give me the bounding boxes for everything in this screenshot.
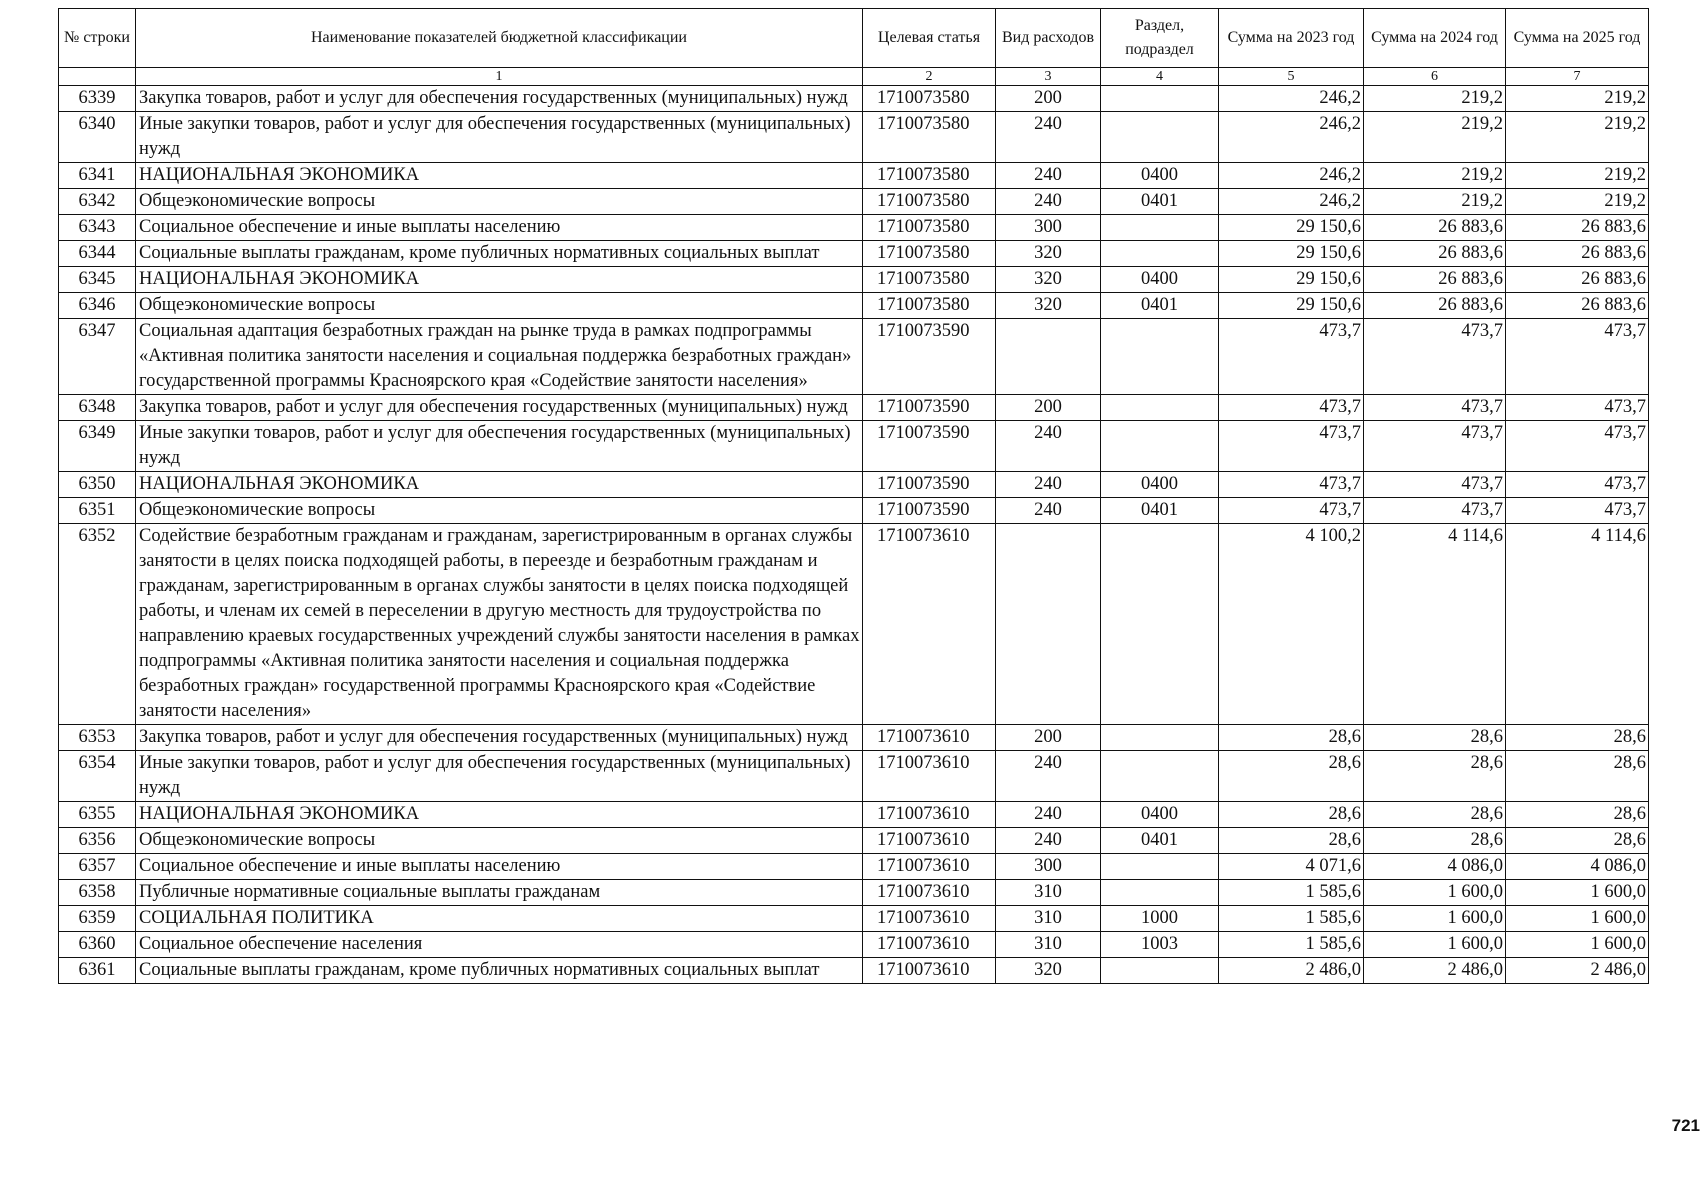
row-section	[1101, 958, 1219, 984]
row-name: СОЦИАЛЬНАЯ ПОЛИТИКА	[136, 906, 863, 932]
column-number: 2	[863, 68, 996, 86]
row-expense-type: 240	[996, 472, 1101, 498]
row-target-code: 1710073580	[863, 293, 996, 319]
row-sum-2023: 28,6	[1219, 751, 1364, 802]
row-number: 6348	[59, 395, 136, 421]
row-sum-2024: 1 600,0	[1364, 880, 1506, 906]
budget-table	[58, 8, 1649, 984]
row-sum-2024: 28,6	[1364, 828, 1506, 854]
row-name: Закупка товаров, работ и услуг для обеспечения государственных (муниципальных) нужд	[136, 395, 863, 421]
row-sum-2024: 219,2	[1364, 86, 1506, 112]
table-row	[59, 498, 1649, 524]
row-sum-2025: 4 086,0	[1506, 854, 1649, 880]
row-sum-2023: 246,2	[1219, 189, 1364, 215]
row-sum-2024: 473,7	[1364, 498, 1506, 524]
row-expense-type: 240	[996, 802, 1101, 828]
row-sum-2023: 473,7	[1219, 395, 1364, 421]
row-sum-2024: 26 883,6	[1364, 215, 1506, 241]
row-sum-2025: 26 883,6	[1506, 215, 1649, 241]
row-sum-2025: 2 486,0	[1506, 958, 1649, 984]
row-sum-2023: 28,6	[1219, 725, 1364, 751]
row-sum-2023: 473,7	[1219, 498, 1364, 524]
column-number: 6	[1364, 68, 1506, 86]
row-target-code: 1710073610	[863, 751, 996, 802]
row-section: 1000	[1101, 906, 1219, 932]
row-number: 6359	[59, 906, 136, 932]
row-name: Иные закупки товаров, работ и услуг для обеспечения государственных (муниципальных) нужд	[136, 112, 863, 163]
row-sum-2025: 473,7	[1506, 319, 1649, 395]
row-sum-2023: 28,6	[1219, 828, 1364, 854]
row-section	[1101, 241, 1219, 267]
row-section	[1101, 319, 1219, 395]
table-row	[59, 725, 1649, 751]
row-sum-2024: 219,2	[1364, 112, 1506, 163]
row-sum-2024: 26 883,6	[1364, 267, 1506, 293]
row-number: 6346	[59, 293, 136, 319]
column-number-row	[59, 68, 1649, 86]
row-sum-2023: 473,7	[1219, 421, 1364, 472]
row-number: 6342	[59, 189, 136, 215]
table-row	[59, 524, 1649, 725]
header-sum-2025: Сумма на 2025 год	[1506, 9, 1649, 68]
row-sum-2025: 4 114,6	[1506, 524, 1649, 725]
row-number: 6340	[59, 112, 136, 163]
row-name: Социальная адаптация безработных граждан на рынке труда в рамках подпрограммы «Активная политика занятости населения и социальная поддержка безработных граждан» государственной программы Красноярского края «Содействие занятости населения»	[136, 319, 863, 395]
row-target-code: 1710073610	[863, 854, 996, 880]
row-name: Иные закупки товаров, работ и услуг для обеспечения государственных (муниципальных) нужд	[136, 751, 863, 802]
row-number: 6352	[59, 524, 136, 725]
row-target-code: 1710073610	[863, 932, 996, 958]
row-sum-2023: 4 071,6	[1219, 854, 1364, 880]
row-target-code: 1710073580	[863, 163, 996, 189]
row-target-code: 1710073580	[863, 215, 996, 241]
column-number: 4	[1101, 68, 1219, 86]
header-name: Наименование показателей бюджетной классификации	[136, 9, 863, 68]
column-number: 1	[136, 68, 863, 86]
row-target-code: 1710073590	[863, 319, 996, 395]
row-sum-2024: 473,7	[1364, 319, 1506, 395]
table-row	[59, 906, 1649, 932]
row-section	[1101, 395, 1219, 421]
row-sum-2025: 473,7	[1506, 498, 1649, 524]
row-name: НАЦИОНАЛЬНАЯ ЭКОНОМИКА	[136, 472, 863, 498]
row-sum-2025: 219,2	[1506, 86, 1649, 112]
row-target-code: 1710073610	[863, 906, 996, 932]
row-name: Содействие безработным гражданам и гражданам, зарегистрированным в органах службы занятости в целях поиска подходящей работы, в переезде и безработным гражданам и гражданам, зарегистрированным в органах службы занятости в целях поиска подходящей работы, и членам их семей в переселении в другую местность для трудоустройства по направлению краевых государственных учреждений службы занятости населения в рамках подпрограммы «Активная политика занятости населения и социальная поддержка безработных граждан» государственной программы Красноярского края «Содействие занятости населения»	[136, 524, 863, 725]
row-sum-2024: 26 883,6	[1364, 293, 1506, 319]
row-number: 6350	[59, 472, 136, 498]
row-sum-2025: 473,7	[1506, 421, 1649, 472]
column-number: 7	[1506, 68, 1649, 86]
table-row	[59, 880, 1649, 906]
table-row	[59, 932, 1649, 958]
row-name: Социальные выплаты гражданам, кроме публичных нормативных социальных выплат	[136, 241, 863, 267]
row-expense-type	[996, 524, 1101, 725]
table-row	[59, 472, 1649, 498]
row-target-code: 1710073580	[863, 189, 996, 215]
header-row-no: № строки	[59, 9, 136, 68]
row-sum-2023: 1 585,6	[1219, 906, 1364, 932]
row-sum-2024: 28,6	[1364, 751, 1506, 802]
row-sum-2024: 219,2	[1364, 163, 1506, 189]
row-name: Общеэкономические вопросы	[136, 293, 863, 319]
row-sum-2023: 29 150,6	[1219, 267, 1364, 293]
row-name: Социальное обеспечение и иные выплаты населению	[136, 854, 863, 880]
row-expense-type: 200	[996, 86, 1101, 112]
row-section: 0400	[1101, 802, 1219, 828]
row-section: 0400	[1101, 163, 1219, 189]
row-sum-2024: 2 486,0	[1364, 958, 1506, 984]
row-sum-2025: 28,6	[1506, 828, 1649, 854]
row-sum-2025: 28,6	[1506, 802, 1649, 828]
row-expense-type: 320	[996, 958, 1101, 984]
header-target: Целевая статья	[863, 9, 996, 68]
header-row	[59, 9, 1649, 68]
row-expense-type: 320	[996, 267, 1101, 293]
row-number: 6351	[59, 498, 136, 524]
row-target-code: 1710073610	[863, 828, 996, 854]
row-expense-type: 200	[996, 395, 1101, 421]
row-expense-type: 310	[996, 932, 1101, 958]
row-number: 6353	[59, 725, 136, 751]
row-name: НАЦИОНАЛЬНАЯ ЭКОНОМИКА	[136, 163, 863, 189]
row-name: Закупка товаров, работ и услуг для обеспечения государственных (муниципальных) нужд	[136, 86, 863, 112]
row-expense-type: 310	[996, 906, 1101, 932]
table-row	[59, 421, 1649, 472]
row-section: 1003	[1101, 932, 1219, 958]
row-sum-2024: 4 114,6	[1364, 524, 1506, 725]
row-sum-2025: 219,2	[1506, 163, 1649, 189]
row-sum-2023: 29 150,6	[1219, 241, 1364, 267]
row-sum-2024: 28,6	[1364, 725, 1506, 751]
row-sum-2023: 1 585,6	[1219, 932, 1364, 958]
row-target-code: 1710073580	[863, 241, 996, 267]
row-section	[1101, 524, 1219, 725]
row-target-code: 1710073590	[863, 395, 996, 421]
header-razdel: Раздел, подраздел	[1101, 9, 1219, 68]
row-number: 6343	[59, 215, 136, 241]
row-sum-2024: 219,2	[1364, 189, 1506, 215]
row-number: 6349	[59, 421, 136, 472]
row-sum-2023: 246,2	[1219, 112, 1364, 163]
row-sum-2025: 219,2	[1506, 112, 1649, 163]
row-number: 6354	[59, 751, 136, 802]
table-row	[59, 267, 1649, 293]
row-number: 6360	[59, 932, 136, 958]
row-expense-type: 240	[996, 751, 1101, 802]
row-number: 6361	[59, 958, 136, 984]
row-target-code: 1710073610	[863, 802, 996, 828]
row-section	[1101, 751, 1219, 802]
row-target-code: 1710073580	[863, 267, 996, 293]
table-row	[59, 395, 1649, 421]
table-row	[59, 112, 1649, 163]
row-target-code: 1710073610	[863, 880, 996, 906]
row-expense-type: 240	[996, 828, 1101, 854]
table-row	[59, 163, 1649, 189]
row-sum-2023: 2 486,0	[1219, 958, 1364, 984]
row-expense-type: 200	[996, 725, 1101, 751]
row-expense-type	[996, 319, 1101, 395]
row-sum-2025: 26 883,6	[1506, 293, 1649, 319]
row-name: Иные закупки товаров, работ и услуг для обеспечения государственных (муниципальных) нужд	[136, 421, 863, 472]
row-expense-type: 320	[996, 293, 1101, 319]
row-name: Общеэкономические вопросы	[136, 498, 863, 524]
row-sum-2025: 28,6	[1506, 751, 1649, 802]
row-target-code: 1710073580	[863, 112, 996, 163]
row-sum-2024: 1 600,0	[1364, 932, 1506, 958]
row-sum-2023: 29 150,6	[1219, 293, 1364, 319]
row-sum-2025: 26 883,6	[1506, 267, 1649, 293]
row-section	[1101, 86, 1219, 112]
table-row	[59, 293, 1649, 319]
table-row	[59, 319, 1649, 395]
row-expense-type: 300	[996, 215, 1101, 241]
row-target-code: 1710073590	[863, 421, 996, 472]
table-row	[59, 828, 1649, 854]
header-vid: Вид расходов	[996, 9, 1101, 68]
row-expense-type: 240	[996, 421, 1101, 472]
row-target-code: 1710073580	[863, 86, 996, 112]
row-sum-2025: 1 600,0	[1506, 880, 1649, 906]
row-section	[1101, 725, 1219, 751]
row-expense-type: 300	[996, 854, 1101, 880]
row-section: 0401	[1101, 293, 1219, 319]
row-section	[1101, 215, 1219, 241]
row-expense-type: 240	[996, 112, 1101, 163]
row-sum-2025: 219,2	[1506, 189, 1649, 215]
row-name: Публичные нормативные социальные выплаты гражданам	[136, 880, 863, 906]
header-sum-2023: Сумма на 2023 год	[1219, 9, 1364, 68]
row-section	[1101, 421, 1219, 472]
row-target-code: 1710073610	[863, 524, 996, 725]
budget-table-sheet	[58, 8, 1649, 984]
row-sum-2023: 28,6	[1219, 802, 1364, 828]
row-sum-2024: 473,7	[1364, 395, 1506, 421]
table-row	[59, 751, 1649, 802]
row-sum-2025: 1 600,0	[1506, 906, 1649, 932]
row-section: 0400	[1101, 472, 1219, 498]
table-row	[59, 802, 1649, 828]
row-expense-type: 240	[996, 189, 1101, 215]
row-name: Закупка товаров, работ и услуг для обеспечения государственных (муниципальных) нужд	[136, 725, 863, 751]
row-sum-2023: 473,7	[1219, 472, 1364, 498]
row-section: 0401	[1101, 189, 1219, 215]
table-body	[59, 86, 1649, 984]
row-name: Социальное обеспечение населения	[136, 932, 863, 958]
column-number: 3	[996, 68, 1101, 86]
row-sum-2024: 473,7	[1364, 421, 1506, 472]
row-sum-2025: 473,7	[1506, 395, 1649, 421]
row-sum-2023: 246,2	[1219, 86, 1364, 112]
row-number: 6355	[59, 802, 136, 828]
row-number: 6357	[59, 854, 136, 880]
row-sum-2025: 28,6	[1506, 725, 1649, 751]
page-number: 721	[1671, 1116, 1700, 1135]
row-sum-2024: 473,7	[1364, 472, 1506, 498]
row-name: Общеэкономические вопросы	[136, 189, 863, 215]
row-sum-2023: 246,2	[1219, 163, 1364, 189]
row-section: 0401	[1101, 828, 1219, 854]
row-section	[1101, 112, 1219, 163]
table-row	[59, 189, 1649, 215]
row-section: 0400	[1101, 267, 1219, 293]
row-expense-type: 320	[996, 241, 1101, 267]
row-sum-2024: 26 883,6	[1364, 241, 1506, 267]
row-number: 6358	[59, 880, 136, 906]
row-number: 6341	[59, 163, 136, 189]
row-sum-2024: 1 600,0	[1364, 906, 1506, 932]
row-sum-2023: 473,7	[1219, 319, 1364, 395]
row-section: 0401	[1101, 498, 1219, 524]
table-row	[59, 215, 1649, 241]
row-target-code: 1710073590	[863, 498, 996, 524]
row-sum-2023: 1 585,6	[1219, 880, 1364, 906]
row-sum-2023: 4 100,2	[1219, 524, 1364, 725]
row-sum-2024: 4 086,0	[1364, 854, 1506, 880]
table-row	[59, 86, 1649, 112]
row-name: Социальное обеспечение и иные выплаты населению	[136, 215, 863, 241]
row-expense-type: 240	[996, 498, 1101, 524]
row-sum-2024: 28,6	[1364, 802, 1506, 828]
table-row	[59, 854, 1649, 880]
row-number: 6356	[59, 828, 136, 854]
column-number	[59, 68, 136, 86]
row-name: НАЦИОНАЛЬНАЯ ЭКОНОМИКА	[136, 802, 863, 828]
table-row	[59, 958, 1649, 984]
row-expense-type: 310	[996, 880, 1101, 906]
column-number: 5	[1219, 68, 1364, 86]
row-number: 6345	[59, 267, 136, 293]
row-name: НАЦИОНАЛЬНАЯ ЭКОНОМИКА	[136, 267, 863, 293]
row-section	[1101, 854, 1219, 880]
row-sum-2025: 26 883,6	[1506, 241, 1649, 267]
row-sum-2025: 473,7	[1506, 472, 1649, 498]
row-expense-type: 240	[996, 163, 1101, 189]
row-target-code: 1710073610	[863, 958, 996, 984]
row-target-code: 1710073610	[863, 725, 996, 751]
row-target-code: 1710073590	[863, 472, 996, 498]
row-sum-2025: 1 600,0	[1506, 932, 1649, 958]
row-number: 6344	[59, 241, 136, 267]
row-sum-2023: 29 150,6	[1219, 215, 1364, 241]
header-sum-2024: Сумма на 2024 год	[1364, 9, 1506, 68]
row-name: Общеэкономические вопросы	[136, 828, 863, 854]
row-number: 6339	[59, 86, 136, 112]
row-number: 6347	[59, 319, 136, 395]
table-row	[59, 241, 1649, 267]
row-name: Социальные выплаты гражданам, кроме публичных нормативных социальных выплат	[136, 958, 863, 984]
row-section	[1101, 880, 1219, 906]
